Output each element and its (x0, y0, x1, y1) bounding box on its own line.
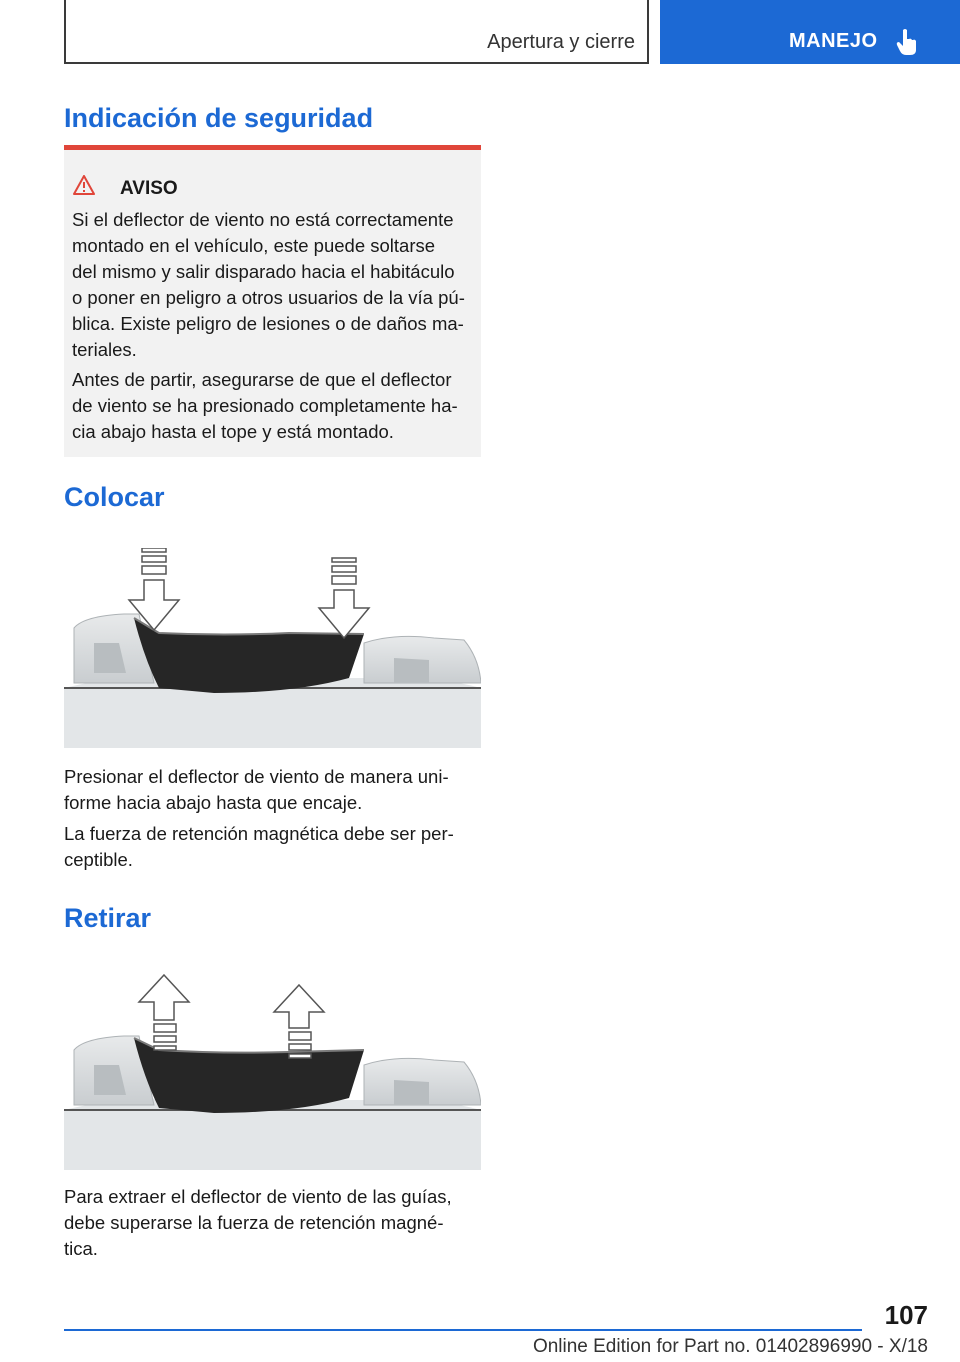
remove-illustration-drawing (64, 970, 481, 1170)
footer-divider (64, 1329, 862, 1331)
header-section-title: Apertura y cierre (487, 31, 635, 53)
text-line: montado en el vehículo, este puede soltarse (72, 235, 436, 256)
text-line: debe superarse la fuerza de retención magné- (64, 1212, 444, 1233)
text-line: ceptible. (64, 849, 133, 870)
text-line: Para extraer el deflector de viento de las guías, (64, 1186, 452, 1207)
footer-edition-text: Online Edition for Part no. 01402896990 - X/18 (532, 1336, 928, 1357)
warning-box (64, 145, 481, 457)
install-illustration (64, 548, 481, 748)
remove-illustration (64, 970, 481, 1170)
install-heading: Colocar (64, 482, 165, 512)
hand-pointer-icon (895, 28, 919, 56)
header-chapter-tab[interactable] (660, 0, 960, 64)
text-line: cia abajo hasta el tope y está montado. (72, 421, 394, 442)
safety-heading: Indicación de seguridad (64, 103, 374, 133)
text-line: teriales. (72, 339, 137, 360)
text-line: blica. Existe peligro de lesiones o de daños ma- (72, 313, 464, 334)
remove-paragraph-1 (64, 1184, 481, 1262)
text-line: forme hacia abajo hasta que encaje. (64, 792, 363, 813)
text-line: Antes de partir, asegurarse de que el deflector (72, 369, 452, 390)
text-line: Presionar el deflector de viento de manera uni- (64, 766, 449, 787)
text-line: o poner en peligro a otros usuarios de la vía pú- (72, 287, 465, 308)
warning-paragraph-2 (72, 367, 472, 445)
page-number: 107 (884, 1300, 928, 1330)
remove-heading: Retirar (64, 903, 152, 933)
header-chapter-label: MANEJO (789, 30, 878, 52)
text-line: del mismo y salir disparado hacia el habitáculo (72, 261, 455, 282)
install-paragraph-2 (64, 821, 481, 873)
text-line: Si el deflector de viento no está correctamente (72, 209, 454, 230)
header-section-box (64, 0, 649, 64)
install-illustration-drawing (64, 548, 481, 748)
text-line: La fuerza de retención magnética debe ser per- (64, 823, 454, 844)
warning-triangle-icon (73, 175, 95, 195)
warning-title: AVISO (120, 178, 178, 199)
text-line: tica. (64, 1238, 98, 1259)
install-paragraph-1 (64, 764, 481, 816)
text-line: de viento se ha presionado completamente ha- (72, 395, 458, 416)
warning-paragraph-1 (72, 207, 472, 363)
